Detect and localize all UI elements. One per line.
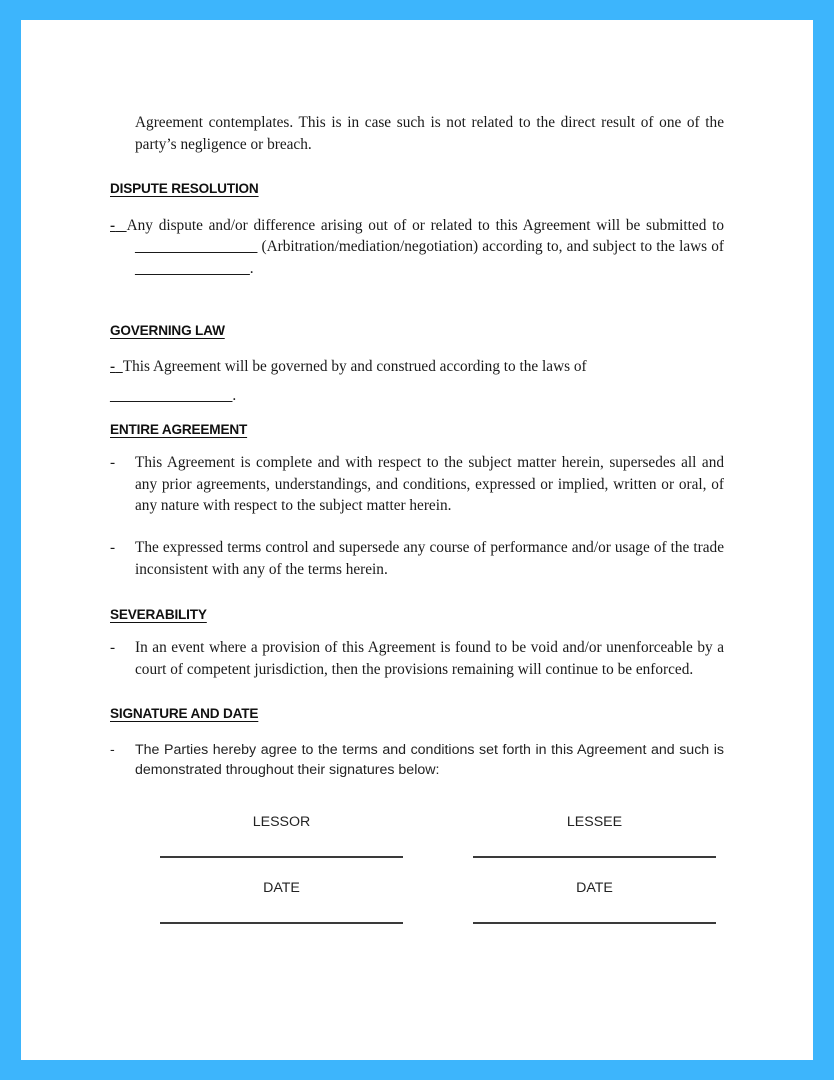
document-page [21,20,813,1060]
lessor-signature-line[interactable] [160,856,403,858]
party-label-row [110,812,724,832]
lessor-label: LESSOR [252,813,311,830]
section-heading-dispute-resolution: DISPUTE RESOLUTION [110,181,259,197]
bullet-text: This Agreement is complete and with respect to the subject matter herein, supersedes all and any prior agreements, understandings, and conditions, expressed or implied, written or oral, of any nature with respect to the subject matter herein. [135,453,724,515]
lessee-label: LESSEE [566,813,623,830]
governing-law-blank-line [110,385,724,407]
bullet-marker: - [110,638,116,656]
dispute-resolution-clause [110,215,724,280]
governing-law-text-1: This Agreement will be governed by and construed according to the laws of [122,358,587,376]
lessee-date-label: DATE [576,879,613,896]
dispute-resolution-text-3: . [249,260,254,278]
bullet-marker: - [110,453,116,471]
bullet-text: The expressed terms control and supersede any course of performance and/or usage of the trade inconsistent with any of the terms herein. [135,539,724,578]
continued-paragraph: Agreement contemplates. This is in case such is not related to the direct result of one of the party’s negligence or breach. [135,114,724,153]
bullet-text: In an event where a provision of this Agreement is found to be void and/or unenforceable by a court of competent jurisdiction, then the provisions remaining will continue to be enforced. [135,638,724,678]
date-label-row [110,878,724,898]
signature-block [110,812,724,924]
dispute-resolution-tab-space [115,217,127,234]
bullet-marker: - [110,741,115,758]
section-heading-severability: SEVERABILITY [110,606,207,622]
governing-law-clause [110,356,724,378]
bullet-text: The Parties hereby agree to the terms and conditions set forth in this Agreement and such is demonstrated throughout their signatures below: [135,741,724,779]
dispute-resolution-blank-1[interactable]: ________________ [135,238,258,256]
lessor-date-label: DATE [263,879,300,896]
section-heading-signature-and-date: SIGNATURE AND DATE [110,706,259,722]
lessee-signature-line[interactable] [473,856,716,858]
dispute-resolution-bullet-marker: - [110,216,116,234]
severability-bullet-1 [110,637,724,680]
governing-law-bullet-marker: - [110,358,116,376]
governing-law-tab-space [115,358,123,375]
entire-agreement-bullet-1 [110,452,724,517]
lessee-date-line[interactable] [473,922,716,924]
dispute-resolution-blank-2[interactable]: _______________ [135,260,250,278]
document-body [110,112,724,924]
dispute-resolution-text-2: (Arbitration/mediation/negotiation) according to, and subject to the laws of [257,238,724,256]
bullet-marker: - [110,539,116,557]
lessor-date-line[interactable] [160,922,403,924]
entire-agreement-bullet-2 [110,537,724,580]
dispute-resolution-text-1: Any dispute and/or difference arising out of or related to this Agreement will be submitted to [126,216,724,234]
governing-law-blank-1[interactable]: ________________ [110,386,233,404]
governing-law-text-2: . [232,386,237,404]
section-heading-entire-agreement: ENTIRE AGREEMENT [110,421,248,437]
section-heading-governing-law: GOVERNING LAW [110,322,225,338]
signature-and-date-bullet-1 [110,740,724,781]
date-line-row [110,922,724,924]
